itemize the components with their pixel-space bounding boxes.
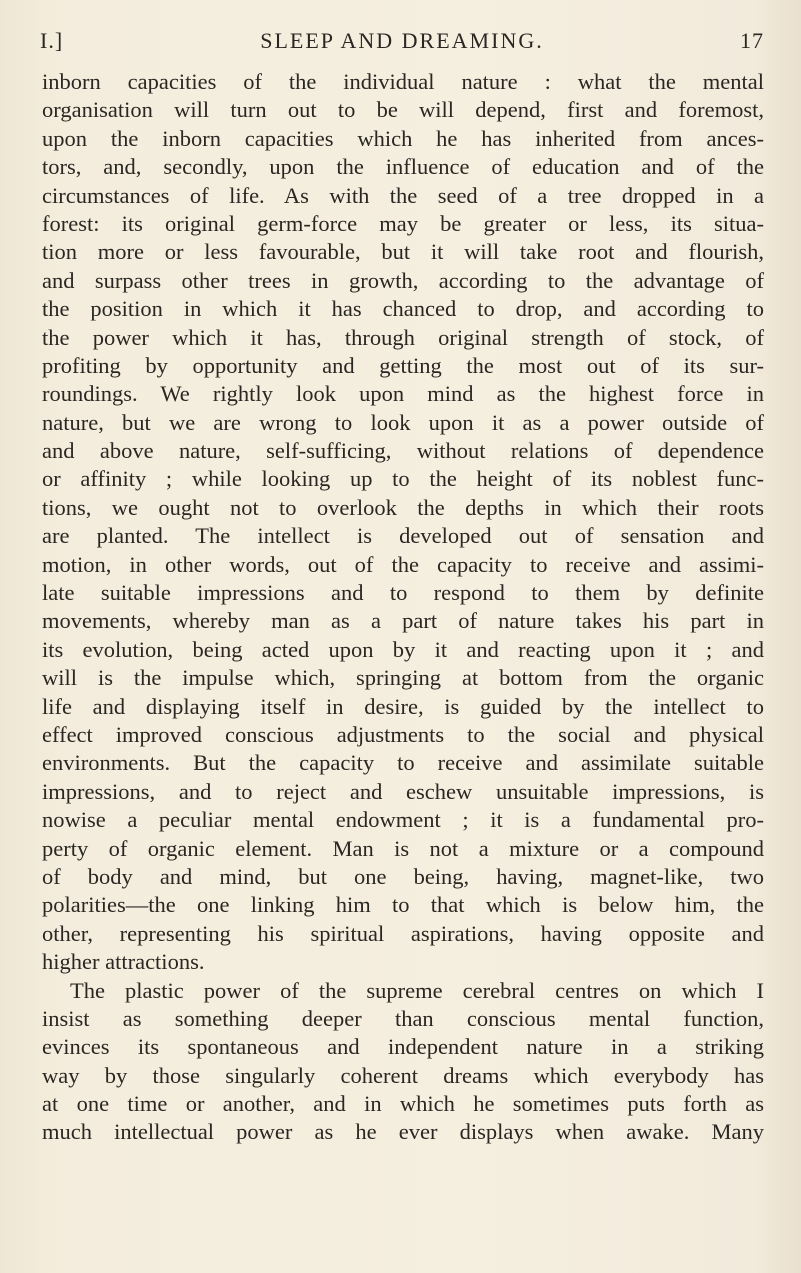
- body-text: [42, 68, 764, 1147]
- text-line: forest: its original germ-force may be greater or less, its situa-: [42, 210, 764, 236]
- text-line: late suitable impressions and to respond to them by definite: [42, 580, 764, 606]
- text-line: nature, but we are wrong to look upon it as a power outside of: [42, 409, 764, 435]
- text-line: at one time or another, and in which he sometimes puts forth as: [42, 1091, 764, 1117]
- page-number: 17: [740, 28, 764, 53]
- text-line: tions, we ought not to overlook the depths in which their roots: [42, 494, 764, 520]
- text-line: other, representing his spiritual aspirations, having opposite and: [42, 920, 764, 946]
- text-line: profiting by opportunity and getting the most out of its sur-: [42, 352, 764, 378]
- text-line: of body and mind, but one being, having, magnet-like, two: [42, 863, 764, 889]
- text-line: and surpass other trees in growth, according to the advantage of: [42, 267, 764, 293]
- text-line: life and displaying itself in desire, is guided by the intellect to: [42, 693, 764, 719]
- text-line: motion, in other words, out of the capacity to receive and assimi-: [42, 551, 764, 577]
- text-line: are planted. The intellect is developed out of sensation and: [42, 523, 764, 549]
- text-line: tors, and, secondly, upon the influence of education and of the: [42, 154, 764, 180]
- text-line: circumstances of life. As with the seed of a tree dropped in a: [42, 182, 764, 208]
- paragraph-start-line: The plastic power of the supreme cerebral centres on which I: [70, 977, 764, 1003]
- text-line: the power which it has, through original strength of stock, of: [42, 324, 764, 350]
- paragraph-end-line: higher attractions.: [42, 949, 205, 975]
- chapter-number: I.]: [40, 28, 64, 53]
- text-line: tion more or less favourable, but it will take root and flourish,: [42, 239, 764, 265]
- text-line: movements, whereby man as a part of nature takes his part in: [42, 608, 764, 634]
- text-line: much intellectual power as he ever displays when awake. Many: [42, 1119, 764, 1145]
- text-line: or affinity ; while looking up to the height of its noblest func-: [42, 466, 764, 492]
- text-line: and above nature, self-sufficing, without relations of dependence: [42, 438, 764, 464]
- text-line: impressions, and to reject and eschew unsuitable impressions, is: [42, 778, 764, 804]
- text-line: the position in which it has chanced to drop, and according to: [42, 296, 764, 322]
- text-line: its evolution, being acted upon by it and reacting upon it ; and: [42, 636, 764, 662]
- text-line: organisation will turn out to be will depend, first and foremost,: [42, 97, 764, 123]
- text-line: evinces its spontaneous and independent nature in a striking: [42, 1034, 764, 1060]
- text-line: roundings. We rightly look upon mind as the highest force in: [42, 381, 764, 407]
- text-line: insist as something deeper than conscious mental function,: [42, 1005, 764, 1031]
- text-line: nowise a peculiar mental endowment ; it is a fundamental pro-: [42, 807, 764, 833]
- text-line: upon the inborn capacities which he has inherited from ances-: [42, 125, 764, 151]
- text-line: way by those singularly coherent dreams which everybody has: [42, 1062, 764, 1088]
- text-line: environments. But the capacity to receive and assimilate suitable: [42, 750, 764, 776]
- text-line: will is the impulse which, springing at bottom from the organic: [42, 665, 764, 691]
- text-line: perty of organic element. Man is not a mixture or a compound: [42, 835, 764, 861]
- text-line: polarities—the one linking him to that which is below him, the: [42, 892, 764, 918]
- text-line: inborn capacities of the individual nature : what the mental: [42, 69, 764, 94]
- text-line: effect improved conscious adjustments to the social and physical: [42, 721, 764, 747]
- running-head: [40, 28, 764, 58]
- running-title: SLEEP AND DREAMING.: [260, 28, 544, 53]
